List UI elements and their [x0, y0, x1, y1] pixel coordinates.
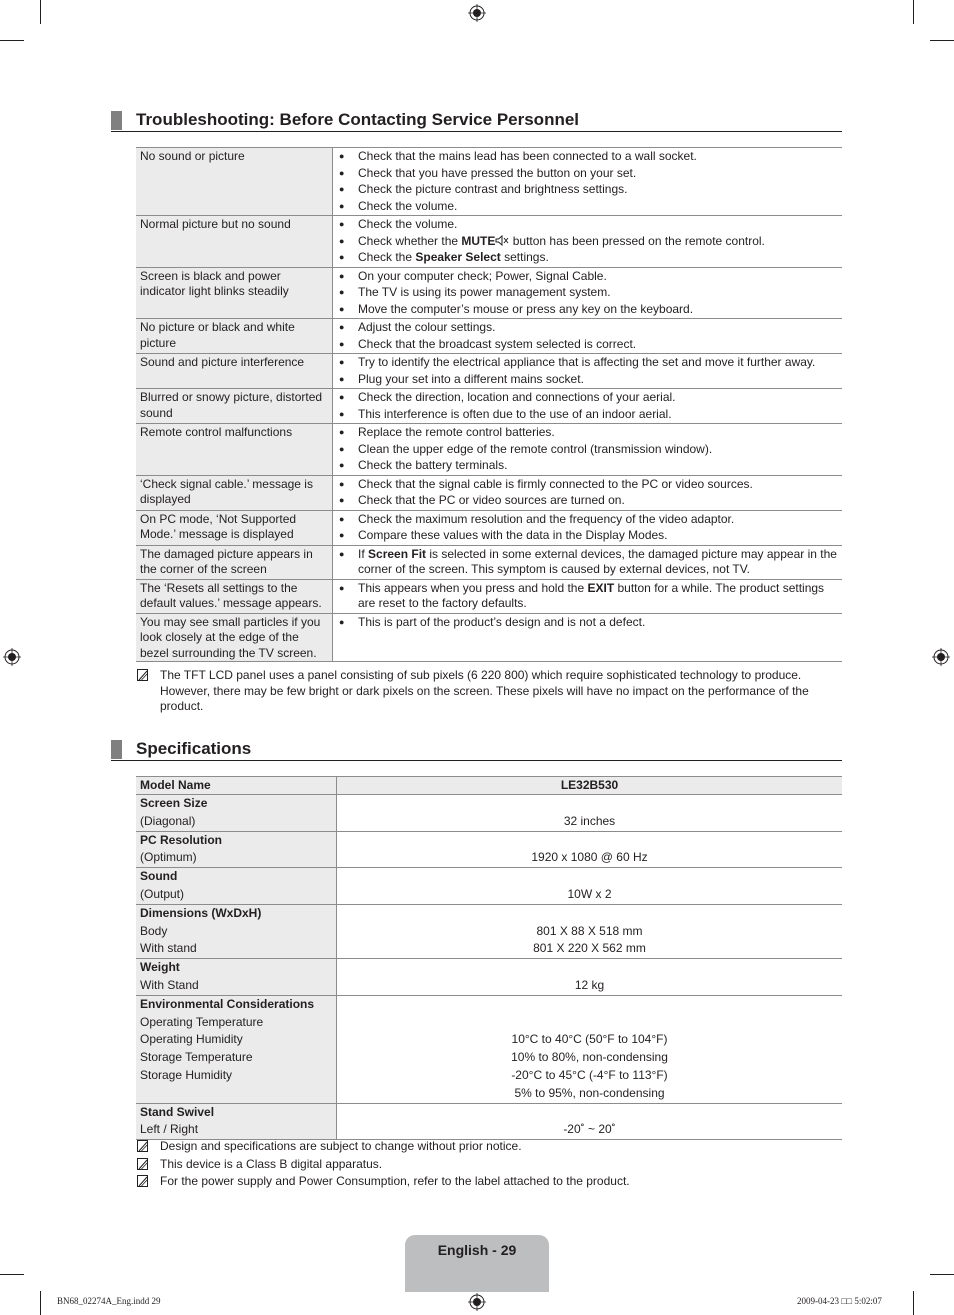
solution-cell [333, 613, 843, 662]
spec-row [136, 959, 842, 996]
specifications-heading [111, 739, 842, 761]
solution-text [358, 302, 838, 318]
bullet-icon: ● [339, 151, 345, 161]
solution-cell [333, 424, 843, 476]
solution-item [337, 302, 838, 318]
crop-mark [40, 0, 41, 24]
spec-value-cell [337, 904, 843, 958]
troubleshooting-row [136, 545, 842, 579]
solution-text [358, 615, 838, 631]
solution-cell [333, 354, 843, 389]
specification-note [136, 1157, 842, 1173]
solution-text [358, 390, 838, 406]
spec-item-value: -20˚ ~ 20˚ [563, 1122, 616, 1137]
solution-text [358, 547, 838, 578]
bullet-icon: ● [339, 373, 345, 384]
solution-item [337, 269, 838, 285]
spec-row [136, 1103, 842, 1140]
solution-cell [333, 267, 843, 319]
spec-item-value: 10°C to 40°C (50°F to 104°F) [511, 1032, 668, 1047]
spec-item-label: Body [140, 923, 168, 938]
specifications-title: Specifications [136, 739, 252, 758]
spec-item-label: Storage Temperature [140, 1050, 253, 1065]
note-icon [136, 1139, 160, 1153]
note-text: Design and specifications are subject to change without prior notice. [160, 1139, 522, 1153]
solution-text-part: Check the [358, 250, 416, 264]
spec-item-value: -20°C to 45°C (-4°F to 113°F) [511, 1067, 668, 1082]
bullet-icon: ● [339, 219, 345, 229]
section-marker [111, 111, 122, 130]
bullet-icon: ● [339, 616, 345, 627]
solution-item [337, 458, 838, 474]
note-icon [136, 1174, 160, 1188]
bullet-icon: ● [339, 513, 345, 524]
bullet-icon: ● [339, 167, 345, 178]
troubleshooting-row [136, 319, 842, 354]
problem-cell: Remote control malfunctions [136, 424, 333, 476]
bullet-icon: ● [339, 460, 345, 470]
bullet-icon: ● [339, 184, 345, 194]
crop-mark [930, 40, 954, 41]
file-slug: BN68_02274A_Eng.indd 29 [57, 1296, 161, 1306]
solution-text [358, 166, 838, 182]
problem-cell: ‘Check signal cable.’ message is displayed [136, 475, 333, 510]
spec-spacer [337, 795, 842, 813]
bullet-icon: ● [339, 200, 345, 211]
specification-note [136, 1174, 842, 1190]
solution-text-part: Check the direction, location and connections of your aerial. [358, 390, 676, 404]
bullet-icon: ● [339, 530, 345, 540]
spec-group-title: Environmental Considerations [140, 996, 315, 1011]
solution-text-part: settings. [500, 250, 549, 264]
registration-mark-icon [468, 1293, 486, 1311]
solution-item [337, 547, 838, 578]
solution-item [337, 182, 838, 198]
spec-value-cell [337, 795, 843, 832]
note-text: This device is a Class B digital apparatus. [160, 1156, 383, 1171]
spec-item-value: 1920 x 1080 @ 60 Hz [531, 850, 648, 865]
solution-item [337, 493, 838, 509]
spec-label-cell [136, 904, 337, 958]
spec-value-cell [337, 995, 843, 1103]
troubleshooting-row [136, 475, 842, 510]
solution-item [337, 390, 838, 406]
solution-text [358, 217, 838, 233]
problem-cell: The ‘Resets all settings to the default values.’ message appears. [136, 579, 333, 613]
solution-text [358, 477, 838, 493]
problem-cell: On PC mode, ‘Not Supported Mode.’ message is displayed [136, 510, 333, 545]
troubleshooting-row [136, 510, 842, 545]
spec-item-value: 12 kg [574, 977, 605, 992]
troubleshooting-row [136, 267, 842, 319]
solution-item [337, 199, 838, 215]
spec-item-value: 32 inches [563, 813, 616, 828]
spec-group-title: Sound [140, 869, 178, 884]
bullet-icon: ● [339, 322, 345, 332]
solution-keyword: MUTE [461, 233, 496, 248]
solution-text-part: Check the maximum resolution and the frequency of the video adaptor. [358, 511, 735, 526]
solution-text-part: Check the battery terminals. [358, 458, 508, 472]
solution-cell [333, 510, 843, 545]
spec-value-cell [337, 1103, 843, 1140]
spec-spacer [337, 959, 842, 977]
solution-cell [333, 579, 843, 613]
solution-cell [333, 545, 843, 579]
solution-item [337, 149, 838, 165]
bullet-icon: ● [339, 338, 345, 349]
solution-cell [333, 216, 843, 268]
solution-item [337, 217, 838, 233]
solution-cell [333, 475, 843, 510]
spec-value-cell [337, 868, 843, 905]
solution-text [358, 493, 838, 509]
date-slug: 2009-04-23 □□ 5:02:07 [797, 1296, 882, 1306]
solution-text-part: Check the picture contrast and brightness settings. [358, 182, 628, 196]
solution-text-part: Check that the mains lead has been connected to a wall socket. [358, 149, 697, 163]
spec-header-value: LE32B530 [337, 777, 843, 795]
crop-mark [930, 1274, 954, 1275]
solution-text-part: Check the volume. [358, 198, 458, 213]
page-number-label: English - 29 [437, 1242, 517, 1258]
solution-item [337, 615, 838, 631]
spec-label-cell [136, 868, 337, 905]
solution-item [337, 512, 838, 528]
spec-label-cell [136, 959, 337, 996]
registration-mark-icon [468, 4, 486, 22]
solution-text [358, 442, 838, 458]
bullet-icon: ● [339, 287, 345, 297]
problem-cell: Normal picture but no sound [136, 216, 333, 268]
solution-item [337, 234, 838, 250]
bullet-icon: ● [339, 235, 345, 246]
spec-row [136, 831, 842, 868]
spec-item-value: 10% to 80%, non-condensing [511, 1050, 668, 1065]
solution-item [337, 285, 838, 301]
solution-item [337, 477, 838, 493]
solution-text [358, 458, 838, 474]
solution-text-part: On your computer check; Power, Signal Cable. [358, 268, 607, 283]
solution-cell [333, 319, 843, 354]
troubleshooting-row [136, 148, 842, 216]
spec-item-label: Left / Right [140, 1122, 199, 1137]
problem-cell: Screen is black and power indicator light blinks steadily [136, 267, 333, 319]
problem-cell: You may see small particles if you look closely at the edge of the bezel surrounding the TV screen. [136, 613, 333, 662]
spec-value-cell [337, 959, 843, 996]
mute-speaker-icon [495, 235, 509, 246]
bullet-icon: ● [339, 252, 345, 262]
solution-item [337, 372, 838, 388]
note-text: The TFT LCD panel uses a panel consisting of sub pixels (6 220 800) which require sophisticated technology to produce. However, there may be few bright or dark pixels on the screen. These pixels will have no impact on the performance of the product. [160, 668, 809, 713]
spec-item-label: (Diagonal) [140, 813, 196, 828]
spec-row [136, 795, 842, 832]
bullet-icon: ● [339, 270, 345, 281]
spec-value-cell [337, 831, 843, 868]
specifications-table [136, 776, 842, 1140]
solution-text [358, 234, 838, 250]
solution-text [358, 250, 838, 266]
troubleshooting-row [136, 424, 842, 476]
solution-item [337, 425, 838, 441]
spec-spacer [337, 905, 842, 923]
spec-item-label: (Optimum) [140, 850, 197, 865]
solution-text-part: The TV is using its power management system. [358, 285, 611, 299]
solution-text [358, 407, 838, 423]
solution-text-part: Replace the remote control batteries. [358, 425, 555, 439]
solution-item [337, 166, 838, 182]
solution-item [337, 320, 838, 336]
solution-text [358, 285, 838, 301]
solution-text [358, 355, 838, 371]
solution-item [337, 581, 838, 612]
solution-text [358, 182, 838, 198]
spec-label-cell [136, 831, 337, 868]
solution-text [358, 269, 838, 285]
troubleshooting-row [136, 579, 842, 613]
registration-mark-icon [932, 648, 950, 666]
troubleshooting-row [136, 354, 842, 389]
section-marker [111, 740, 122, 759]
problem-cell: Blurred or snowy picture, distorted sound [136, 389, 333, 424]
solution-text-part: This appears when you press and hold the [358, 580, 588, 595]
spec-row [136, 995, 842, 1103]
spec-item-label: (Output) [140, 886, 185, 901]
note-icon [136, 1157, 160, 1171]
spec-item-label: Storage Humidity [140, 1067, 233, 1082]
solution-text-part: Adjust the colour settings. [358, 320, 496, 334]
solution-cell [333, 389, 843, 424]
bullet-icon: ● [339, 392, 345, 402]
bullet-icon: ● [339, 427, 345, 437]
solution-text [358, 199, 838, 215]
solution-text [358, 337, 838, 353]
crop-mark [0, 40, 24, 41]
troubleshooting-table [136, 147, 842, 662]
problem-cell: No sound or picture [136, 148, 333, 216]
spec-row [136, 868, 842, 905]
spec-header-row [136, 777, 842, 795]
solution-text [358, 320, 838, 336]
solution-item [337, 442, 838, 458]
bullet-icon: ● [339, 582, 345, 593]
bullet-icon: ● [339, 303, 345, 314]
spec-item-label: Operating Humidity [140, 1032, 243, 1047]
solution-text-part: Try to identify the electrical appliance that is affecting the set and move it further away. [358, 355, 816, 369]
spec-label-cell [136, 995, 337, 1103]
solution-text-part: Plug your set into a different mains socket. [358, 371, 584, 386]
solution-item [337, 407, 838, 423]
problem-cell: Sound and picture interference [136, 354, 333, 389]
solution-text [358, 528, 838, 544]
spec-item-value: 10W x 2 [567, 886, 612, 901]
crop-mark [40, 1291, 41, 1315]
note-icon [136, 668, 160, 682]
solution-text-part: This interference is often due to the use of an indoor aerial. [358, 406, 672, 421]
spec-group-title: Stand Swivel [140, 1104, 215, 1119]
spec-spacer [337, 868, 842, 886]
solution-item [337, 250, 838, 266]
troubleshooting-heading [111, 110, 842, 132]
spec-item-value: 801 X 220 X 562 mm [533, 941, 646, 956]
specification-note [136, 1139, 842, 1155]
spec-label-cell [136, 1103, 337, 1140]
solution-text-part: Compare these values with the data in the Display Modes. [358, 528, 668, 542]
spec-item-label: With stand [140, 941, 197, 956]
solution-text-part: Clean the upper edge of the remote control (transmission window). [358, 441, 713, 456]
page-number-tab [405, 1235, 549, 1292]
spec-row [136, 904, 842, 958]
troubleshooting-note [136, 668, 842, 715]
solution-keyword: EXIT [587, 580, 615, 595]
spec-label-cell [136, 795, 337, 832]
spec-group-title: Screen Size [140, 796, 208, 810]
troubleshooting-row [136, 216, 842, 268]
problem-cell: The damaged picture appears in the corner of the screen [136, 545, 333, 579]
spec-group-title: PC Resolution [140, 832, 223, 847]
troubleshooting-title: Troubleshooting: Before Contacting Service Personnel [136, 110, 580, 129]
solution-text-part: Move the computer’s mouse or press any key on the keyboard. [358, 301, 694, 316]
bullet-icon: ● [339, 357, 345, 367]
solution-keyword: Screen Fit [368, 546, 427, 561]
solution-text [358, 512, 838, 528]
solution-item [337, 528, 838, 544]
solution-text-part: If [358, 546, 369, 561]
solution-text-part: Check the volume. [358, 217, 458, 231]
spec-item-value: 5% to 95%, non-condensing [514, 1085, 665, 1100]
solution-item [337, 355, 838, 371]
spec-spacer [337, 1014, 842, 1032]
spec-spacer [337, 996, 842, 1014]
solution-text [358, 372, 838, 388]
solution-cell [333, 148, 843, 216]
troubleshooting-row [136, 613, 842, 662]
bullet-icon: ● [339, 443, 345, 454]
solution-text-part: This is part of the product’s design and is not a defect. [358, 614, 646, 629]
registration-mark-icon [3, 648, 21, 666]
solution-text [358, 425, 838, 441]
solution-item [337, 337, 838, 353]
solution-text-part: is selected in some external devices, the damaged picture may appear in the corner of the screen. This symptom is caused by external devices, not TV. [358, 546, 837, 576]
solution-text-part: Check that the signal cable is firmly connected to the PC or video sources. [358, 476, 753, 491]
crop-mark [913, 0, 914, 24]
solution-text [358, 149, 838, 165]
spec-spacer [337, 832, 842, 850]
solution-text-part: button for a while. The product settings are reset to the factory defaults. [358, 580, 825, 610]
solution-text [358, 581, 838, 612]
solution-text-part: Check that the broadcast system selected is correct. [358, 336, 637, 351]
solution-text-part: Check that the PC or video sources are turned on. [358, 493, 625, 507]
spec-group-title: Weight [140, 960, 180, 975]
bullet-icon: ● [339, 408, 345, 419]
spec-spacer [140, 1085, 332, 1103]
spec-item-label: With Stand [140, 977, 199, 992]
crop-mark [913, 1291, 914, 1315]
solution-keyword: Speaker Select [415, 250, 501, 264]
bullet-icon: ● [339, 548, 345, 559]
spec-header-label: Model Name [136, 777, 337, 795]
spec-item-value: 801 X 88 X 518 mm [536, 923, 643, 938]
bullet-icon: ● [339, 478, 345, 489]
problem-cell: No picture or black and white picture [136, 319, 333, 354]
bullet-icon: ● [339, 495, 345, 505]
solution-text-part: Check whether the [358, 233, 462, 248]
spec-group-title: Dimensions (WxDxH) [140, 905, 262, 920]
spec-spacer [337, 1104, 842, 1122]
spec-item-label: Operating Temperature [140, 1014, 264, 1029]
crop-mark [0, 1274, 24, 1275]
note-text: For the power supply and Power Consumption, refer to the label attached to the product. [160, 1174, 630, 1188]
solution-text-part: button has been pressed on the remote control. [509, 233, 765, 248]
troubleshooting-row [136, 389, 842, 424]
solution-text-part: Check that you have pressed the button on your set. [358, 165, 637, 180]
